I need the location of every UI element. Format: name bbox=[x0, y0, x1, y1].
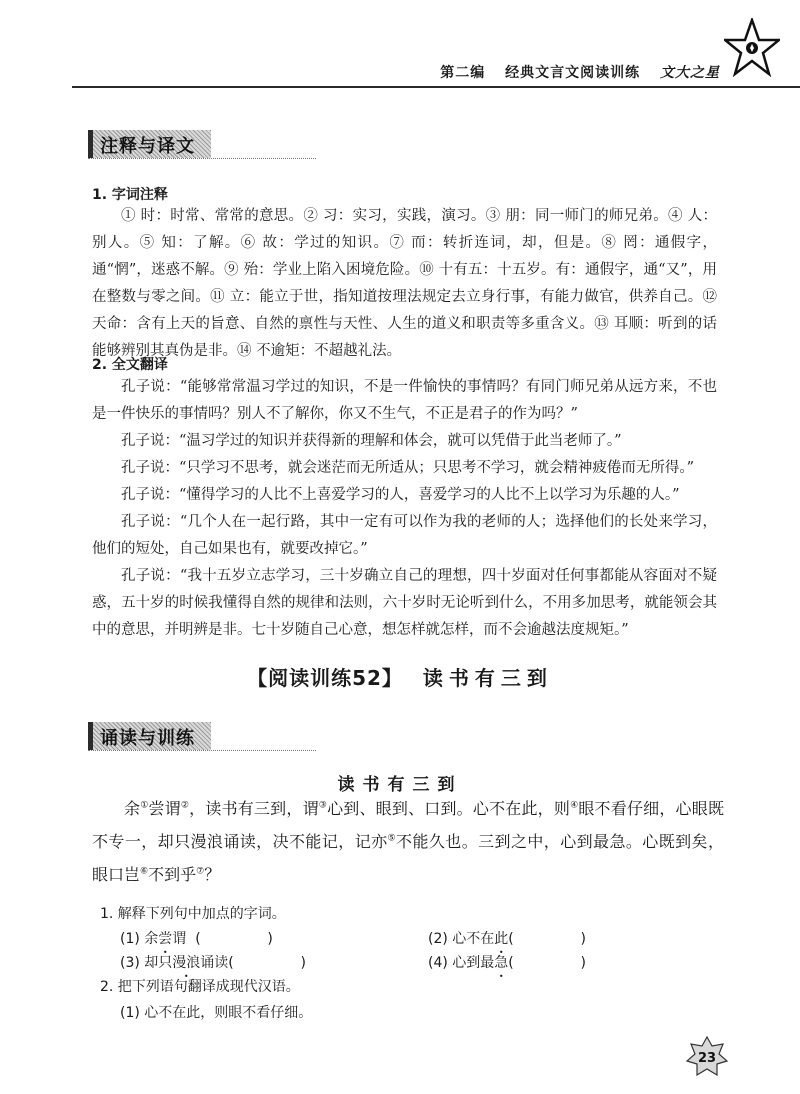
dotted-word: 急 bbox=[494, 955, 509, 971]
question-2: 2. 把下列语句翻译成现代汉语。 bbox=[100, 979, 300, 995]
note-marker: ⑥ bbox=[140, 866, 149, 877]
answer-blank[interactable]: ( ) bbox=[228, 955, 306, 971]
header-part: 第二编 bbox=[440, 65, 486, 81]
translation-paragraph: 孔子说：“懂得学习的人比不上喜爱学习的人，喜爱学习的人比不上以学习为乐趣的人。” bbox=[121, 487, 680, 503]
answer-blank[interactable]: ( ) bbox=[508, 931, 586, 947]
word-notes-paragraph: ① 时：时常、常常的意思。② 习：实习，实践，演习。③ 朋：同一师门的师兄弟。④ 人：别人。⑤ 知：了解。⑥ 故：学过的知识。⑦ 而：转折连词，却，但是。⑧ 罔：通假字，通“惘”，迷惑不解。⑨ 殆：学业上陷入困境危险。⑩ 十有五：十五岁。有：通假字，通“又”，用在整数与零之间。⑪ 立：能立于世，指知道按理法规定去立身行事，有能力做官，供养自己。⑫ 天命：含有上天的旨意、自然的禀性与天性、人生的道义和职责等多重含义。⑬ 耳顺：听到的话能够辨别其真伪是非。⑭ 不逾矩：不超越礼法。 bbox=[92, 208, 717, 359]
dotted-word: 此 bbox=[494, 931, 509, 947]
header-brand: 文大之星 bbox=[660, 65, 720, 81]
question-1: 1. 解释下列句中加点的字词。 bbox=[100, 906, 286, 922]
translation-paragraph: 孔子说：“温习学过的知识并获得新的理解和体会，就可以凭借于此当老师了。” bbox=[121, 433, 622, 449]
lesson-name: 读书有三到 bbox=[422, 666, 553, 690]
header-title: 经典文言文阅读训练 bbox=[505, 65, 641, 81]
note-marker: ④ bbox=[570, 800, 579, 811]
translation-paragraph: 孔子说：“能够常常温习学过的知识，不是一件愉快的事情吗？有同门师兄弟从远方来，不也是一件快乐的事情吗？别人不了解你，你又不生气，不正是君子的作为吗？” bbox=[92, 379, 717, 422]
question-1-item: (4) 心到最急( ) bbox=[428, 955, 586, 971]
banner-title: 诵读与训练 bbox=[100, 728, 195, 749]
section-banner-reading bbox=[88, 722, 316, 751]
question-1-item: (1) 余尝谓 ( ) bbox=[120, 931, 273, 947]
passage-text: 余①尝谓②，读书有三到，谓③心到、眼到、口到。心不在此，则④眼不看仔细，心眼既不专一，却只漫浪诵读，决不能记，记亦⑤不能久也。三到之中，心到最急。心既到矣，眼口岂⑥不到乎⑦？ bbox=[92, 799, 724, 884]
subheading-translation: 2. 全文翻译 bbox=[92, 357, 168, 373]
answer-blank[interactable]: ( ) bbox=[508, 955, 586, 971]
note-marker: ③ bbox=[318, 800, 328, 811]
dotted-word: 漫浪 bbox=[172, 955, 201, 971]
section-banner-notes bbox=[88, 130, 316, 159]
translation-paragraph: 孔子说：“只学习不思考，就会迷茫而无所适从；只思考不学习，就会精神疲倦而无所得。” bbox=[121, 460, 695, 476]
star-logo-icon bbox=[724, 18, 780, 78]
lesson-title bbox=[0, 662, 800, 691]
question-1-item: (2) 心不在此( ) bbox=[428, 931, 586, 947]
note-marker: ⑤ bbox=[387, 833, 397, 844]
lesson-label: 【阅读训练52】 bbox=[247, 666, 403, 690]
question-2-item: (1) 心不在此，则眼不看仔细。 bbox=[120, 1005, 313, 1021]
banner-title: 注释与译文 bbox=[100, 136, 195, 157]
running-header bbox=[426, 62, 720, 82]
translation-paragraph: 孔子说：“我十五岁立志学习，三十岁确立自己的理想，四十岁面对任何事都能从容面对不疑惑，五十岁的时候我懂得自然的规律和法则，六十岁时无论听到什么，不用多加思考，就能领会其中的意思，并明辨是非。七十岁随自己心意，想怎样就怎样，而不会逾越法度规矩。” bbox=[92, 568, 717, 638]
question-1-item: (3) 却只漫浪诵读( ) bbox=[120, 955, 306, 971]
answer-blank[interactable]: ( ) bbox=[195, 931, 273, 947]
page-number: 23 bbox=[697, 1051, 717, 1066]
translation-paragraph: 孔子说：“几个人在一起行路，其中一定有可以作为我的老师的人；选择他们的长处来学习，他们的短处，自己如果也有，就要改掉它。” bbox=[92, 514, 717, 557]
passage-title: 读书有三到 bbox=[337, 775, 463, 795]
note-marker: ② bbox=[180, 800, 190, 811]
subheading-word-notes: 1. 字词注释 bbox=[92, 187, 168, 203]
header-rule bbox=[72, 86, 800, 88]
dotted-word: 尝 bbox=[158, 931, 173, 947]
note-marker: ① bbox=[140, 800, 149, 811]
note-marker: ⑦ bbox=[196, 866, 205, 877]
page-number-badge bbox=[686, 1036, 728, 1076]
